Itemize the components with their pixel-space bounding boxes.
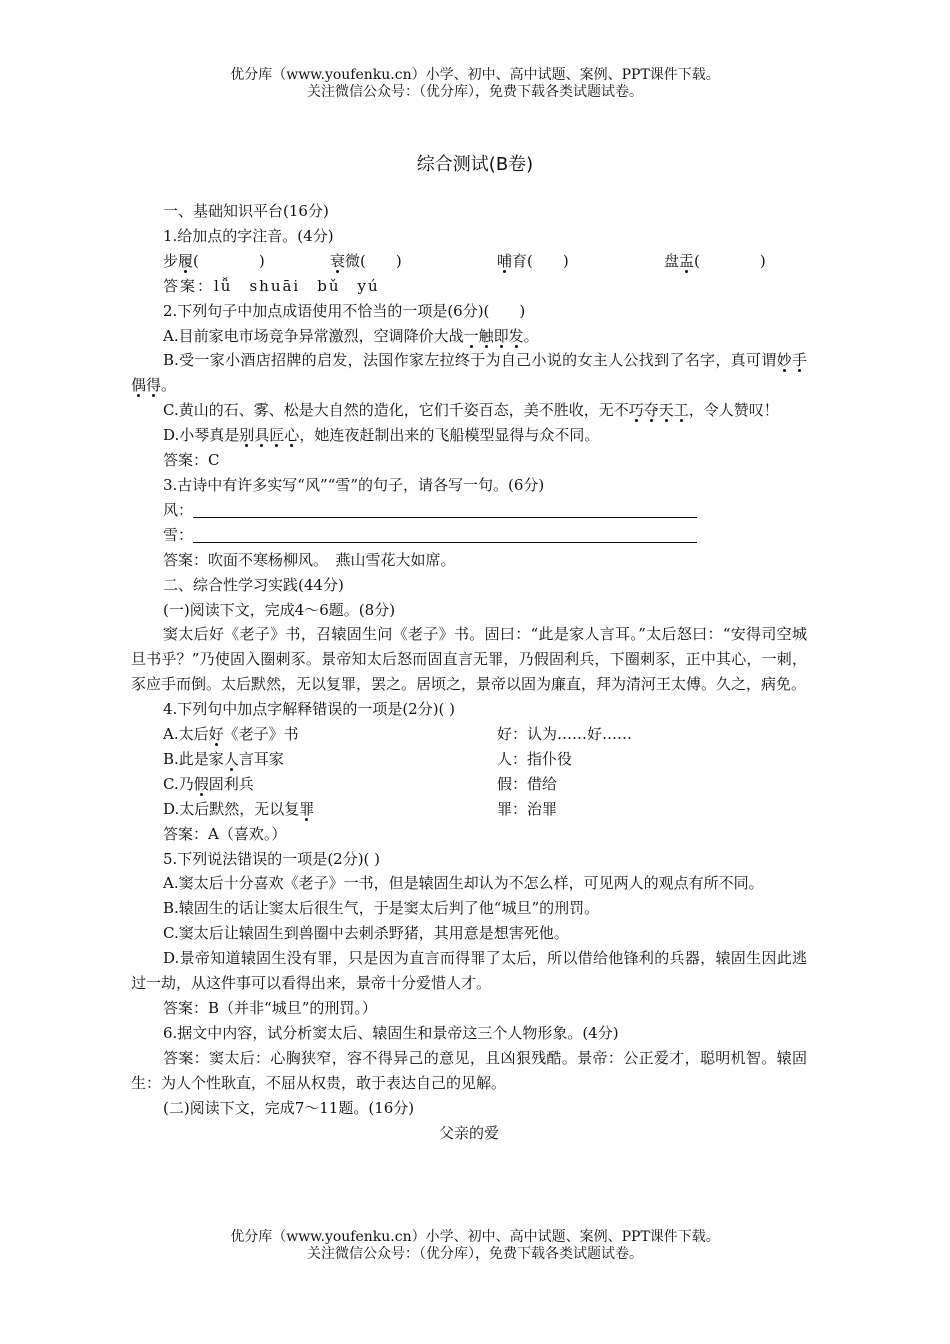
section2-heading: 二、综合性学习实践(44分): [163, 575, 344, 594]
q3-snow-line: [131, 523, 807, 548]
q2-option-b: B.受一家小酒店招牌的启发，法国作家左拉终于为自己小说的女主人公找到了名字，真可谓妙手偶得。: [131, 351, 807, 395]
q6-answer: 答案：窦太后：心胸狭窄，容不得异己的意见，且凶狠残酷。景帝：公正爱才，聪明机智。辕固生：为人个性耿直，不屈从权贵，敢于表达自己的见解。: [131, 1048, 807, 1092]
footer-line2: 关注微信公众号：（优分库），免费下载各类试题试卷。: [307, 1246, 643, 1262]
q1-item: 哺育( ): [497, 251, 569, 270]
q1-answer: 答案：lǚ shuāi bǔ yú: [163, 276, 380, 295]
q4-stem: 4.下列句中加点字解释错误的一项是(2分)( ): [163, 700, 456, 719]
section1-heading: 一、基础知识平台(16分): [163, 202, 329, 220]
q1-stem: 1.给加点的字注音。(4分): [163, 226, 334, 245]
q4-option: D.太后默然，无以复罪 罪：治罪: [163, 799, 558, 818]
q3-snow-blank[interactable]: [193, 524, 697, 543]
q5-option-d: D.景帝知道辕固生没有罪，只是因为直言而得罪了太后，所以借给他锋利的兵器，辕固生因此逃过一劫，从这件事可以看得出来，景帝十分爱惜人才。: [131, 949, 807, 993]
document-body: [131, 199, 807, 1145]
page-header: [0, 67, 950, 101]
q5-stem: 5.下列说法错误的一项是(2分)( ): [163, 849, 381, 868]
q5-option-b: B.辕固生的话让窦太后很生气，于是窦太后判了他“城旦”的刑罚。: [163, 899, 600, 918]
q6-stem: 6.据文中内容，试分析窦太后、辕固生和景帝这三个人物形象。(4分): [163, 1023, 619, 1042]
q2-option-d: D.小琴真是别具匠心，她连夜赶制出来的飞船模型显得与众不同。: [163, 426, 600, 445]
page-footer: [0, 1229, 950, 1263]
q1-item: 盘盂( ): [664, 251, 766, 270]
q2-answer: 答案：C: [163, 451, 220, 470]
q5-option-a: A.窦太后十分喜欢《老子》一书，但是辕固生却认为不怎么样，可见两人的观点有所不同。: [163, 874, 764, 893]
q3-answer: 答案：吹面不寒杨柳风。 燕山雪花大如席。: [163, 550, 456, 569]
q2-option-c: C.黄山的石、雾、松是大自然的造化，它们千姿百态，美不胜收，无不巧夺天工，令人赞叹！: [163, 401, 779, 420]
classical-passage: 窦太后好《老子》书，召辕固生问《老子》书。固曰：“此是家人言耳。”太后怒曰：“安得司空城旦书乎？”乃使固入圈刺豕。景帝知太后怒而固直言无罪，乃假固利兵，下圈刺豕，正中其心，一刺，豕应手而倒。太后默然，无以复罪，罢之。居顷之，景帝以固为廉直，拜为清河王太傅。久之，病免。: [131, 625, 807, 694]
part2-passage-title: 父亲的爱: [438, 1123, 499, 1142]
part1-instruction: (一)阅读下文，完成4～6题。(8分): [163, 600, 396, 619]
q5-answer: 答案：B（并非“城旦”的刑罚。）: [163, 999, 377, 1017]
q2-option-a: A.目前家电市场竞争异常激烈，空调降价大战一触即发。: [163, 326, 539, 345]
q4-answer: 答案：A（喜欢。）: [163, 824, 287, 843]
page-title: 综合测试(B卷): [416, 154, 534, 175]
q5-option-c: C.窦太后让辕固生到兽圈中去刺杀野猪，其用意是想害死他。: [163, 924, 569, 943]
q3-wind-label: 风：: [163, 500, 194, 519]
q1-item: 步履( ): [163, 251, 265, 270]
q3-wind-line: [131, 498, 807, 523]
header-line1: 优分库（www.youfenku.cn）小学、初中、高中试题、案例、PPT课件下载。: [230, 67, 720, 83]
part2-instruction: (二)阅读下文，完成7～11题。(16分): [163, 1098, 415, 1117]
header-line2: 关注微信公众号：（优分库），免费下载各类试题试卷。: [307, 84, 643, 100]
q3-wind-blank[interactable]: [193, 499, 697, 518]
q4-option: A.太后好《老子》书 好：认为……好……: [163, 725, 633, 744]
q4-option: B.此是家人言耳家 人：指仆役: [163, 749, 573, 768]
q1-items: [131, 249, 807, 274]
footer-line1: 优分库（www.youfenku.cn）小学、初中、高中试题、案例、PPT课件下载。: [230, 1229, 720, 1245]
q3-snow-label: 雪：: [163, 525, 194, 544]
q2-stem: 2.下列句子中加点成语使用不恰当的一项是(6分)( ): [163, 301, 526, 320]
q3-stem: 3.古诗中有许多实写“风”“雪”的句子，请各写一句。(6分): [163, 475, 545, 494]
q1-item: 衰微( ): [330, 251, 402, 270]
q4-option: C.乃假固利兵 假：借给: [163, 774, 558, 793]
